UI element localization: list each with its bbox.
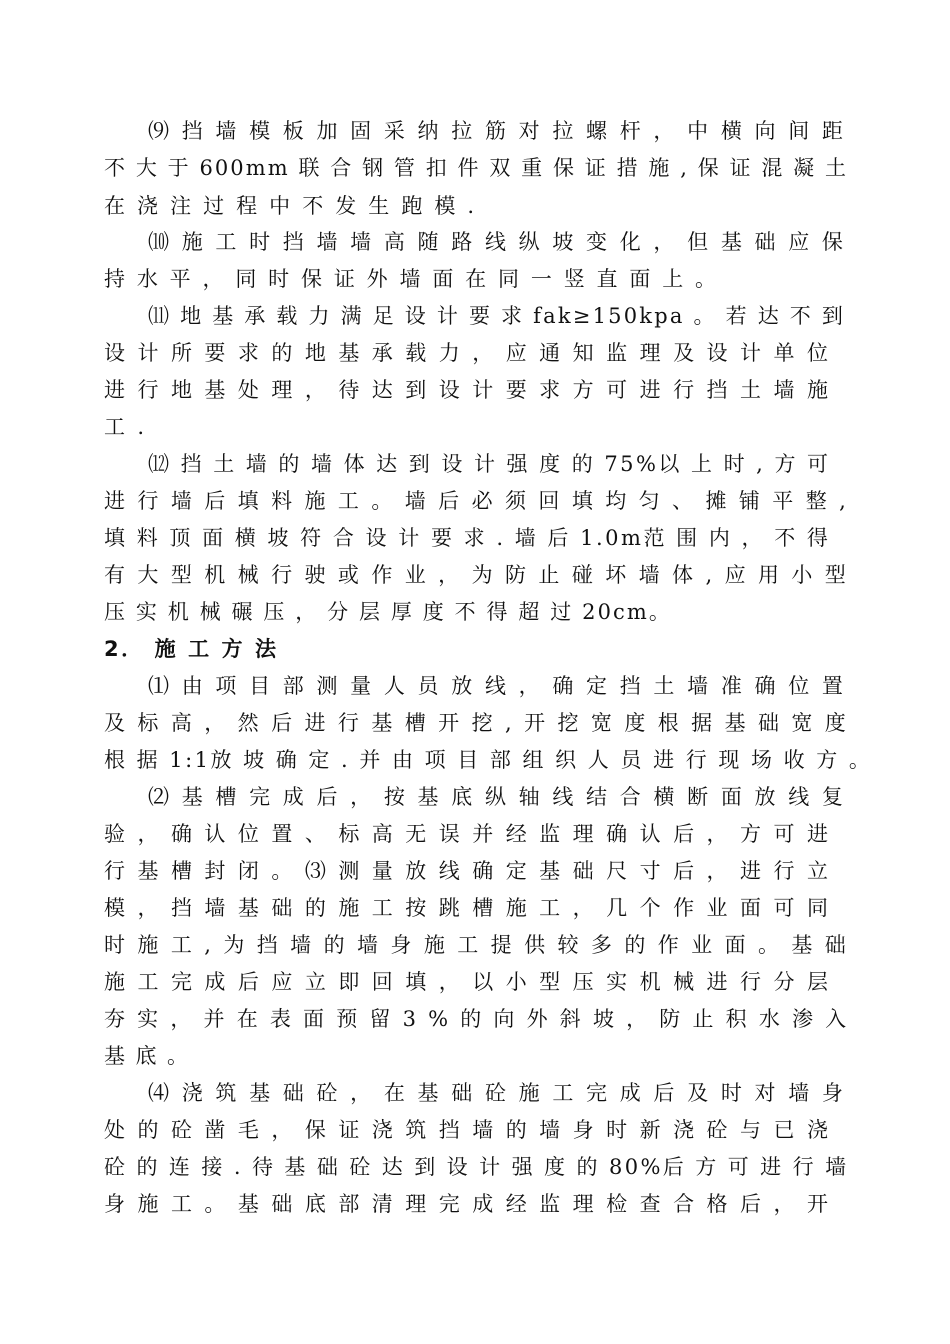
line-text: 持 水 平 ， 同 时 保 证 外 墙 面 在 同 一 竖 直 面 上 。 xyxy=(104,267,719,291)
text-line xyxy=(0,594,950,631)
text-line xyxy=(0,853,950,890)
line-text: 身 施 工 。 基 础 底 部 清 理 完 成 经 监 理 检 查 合 格 后 ， 开 xyxy=(104,1192,831,1216)
text-line xyxy=(0,705,950,742)
line-text: ⑵ 基 槽 完 成 后 ， 按 基 底 纵 轴 线 结 合 横 断 面 放 线 复 xyxy=(148,785,846,809)
line-text: ⑴ 由 项 目 部 测 量 人 员 放 线 ， 确 定 挡 土 墙 准 确 位 置 xyxy=(148,674,846,698)
text-line xyxy=(0,1186,950,1223)
text-line xyxy=(0,1038,950,1075)
text-line xyxy=(0,261,950,298)
line-text: 在 浇 注 过 程 中 不 发 生 跑 模 . xyxy=(104,194,477,218)
line-text: 处 的 砼 凿 毛 ， 保 证 浇 筑 挡 墙 的 墙 身 时 新 浇 砼 与 已 浇 xyxy=(104,1118,831,1142)
text-line xyxy=(0,446,950,483)
text-line xyxy=(0,1075,950,1112)
text-line xyxy=(0,298,950,335)
text-line xyxy=(0,816,950,853)
line-text: 压 实 机 械 碾 压 ， 分 层 厚 度 不 得 超 过 20cm。 xyxy=(104,600,673,624)
line-text: 基 底 。 xyxy=(104,1044,190,1068)
line-text: 施 工 完 成 后 应 立 即 回 填 ， 以 小 型 压 实 机 械 进 行 分 层 xyxy=(104,970,831,994)
line-text: 验 ， 确 认 位 置 、 标 高 无 误 并 经 监 理 确 认 后 ， 方 可 进 xyxy=(104,822,831,846)
text-line xyxy=(0,927,950,964)
text-line xyxy=(0,1001,950,1038)
text-line xyxy=(0,890,950,927)
text-line xyxy=(0,188,950,225)
text-line xyxy=(0,1149,950,1186)
line-text: 及 标 高 ， 然 后 进 行 基 槽 开 挖 , 开 挖 宽 度 根 据 基 础 宽 度 xyxy=(104,711,849,735)
heading-text: 2． 施 工 方 法 xyxy=(104,637,279,661)
line-text: 工 . xyxy=(104,415,147,439)
section-heading xyxy=(0,631,950,668)
line-text: 模 ， 挡 墙 基 础 的 施 工 按 跳 槽 施 工 ， 几 个 作 业 面 可 同 xyxy=(104,896,831,920)
text-line xyxy=(0,372,950,409)
text-line xyxy=(0,779,950,816)
text-line xyxy=(0,483,950,520)
text-line xyxy=(0,668,950,705)
text-line xyxy=(0,557,950,594)
line-text: 填 料 顶 面 横 坡 符 合 设 计 要 求 . 墙 后 1.0m范 围 内 ， 不 得 xyxy=(104,526,831,550)
line-text: 进 行 墙 后 填 料 施 工 。 墙 后 必 须 回 填 均 匀 、 摊 铺 平 整 , xyxy=(104,489,849,513)
text-line xyxy=(0,1112,950,1149)
text-line xyxy=(0,224,950,261)
text-line xyxy=(0,964,950,1001)
text-line xyxy=(0,335,950,372)
text-line xyxy=(0,150,950,187)
line-text: ⑿ 挡 土 墙 的 墙 体 达 到 设 计 强 度 的 75%以 上 时 , 方 可 xyxy=(148,452,831,476)
line-text: ⑷ 浇 筑 基 础 砼 ， 在 基 础 砼 施 工 完 成 后 及 时 对 墙 身 xyxy=(148,1081,846,1105)
line-text: ⑼ 挡 墙 模 板 加 固 采 纳 拉 筋 对 拉 螺 杆 ， 中 横 向 间 距 xyxy=(148,119,846,143)
line-text: ⑽ 施 工 时 挡 墙 墙 高 随 路 线 纵 坡 变 化 ， 但 基 础 应 保 xyxy=(148,230,846,254)
text-line xyxy=(0,113,950,150)
line-text: 砼 的 连 接 . 待 基 础 砼 达 到 设 计 强 度 的 80%后 方 可 进 行 墙 xyxy=(104,1155,849,1179)
text-line xyxy=(0,742,950,779)
line-text: 根 据 1:1放 坡 确 定 . 并 由 项 目 部 组 织 人 员 进 行 现 场 收 方 。 xyxy=(104,748,873,772)
line-text: 进 行 地 基 处 理 ， 待 达 到 设 计 要 求 方 可 进 行 挡 土 墙 施 xyxy=(104,378,831,402)
line-text: 有 大 型 机 械 行 驶 或 作 业 ， 为 防 止 碰 坏 墙 体 , 应 用 小 型 xyxy=(104,563,849,587)
line-text: 不 大 于 600mm 联 合 钢 管 扣 件 双 重 保 证 措 施 , 保 证 混 凝 土 xyxy=(104,156,849,180)
line-text: 设 计 所 要 求 的 地 基 承 载 力 ， 应 通 知 监 理 及 设 计 单 位 xyxy=(104,341,831,365)
line-text: ⑾ 地 基 承 载 力 满 足 设 计 要 求 fak≥150kpa 。 若 达 不 到 xyxy=(148,304,846,328)
text-line xyxy=(0,409,950,446)
line-text: 夯 实 ， 并 在 表 面 预 留 3 % 的 向 外 斜 坡 ， 防 止 积 水 渗 入 xyxy=(104,1007,849,1031)
line-text: 时 施 工 , 为 挡 墙 的 墙 身 施 工 提 供 较 多 的 作 业 面 。 基 础 xyxy=(104,933,849,957)
text-line xyxy=(0,520,950,557)
line-text: 行 基 槽 封 闭 。 ⑶ 测 量 放 线 确 定 基 础 尺 寸 后 ， 进 行 立 xyxy=(104,859,831,883)
